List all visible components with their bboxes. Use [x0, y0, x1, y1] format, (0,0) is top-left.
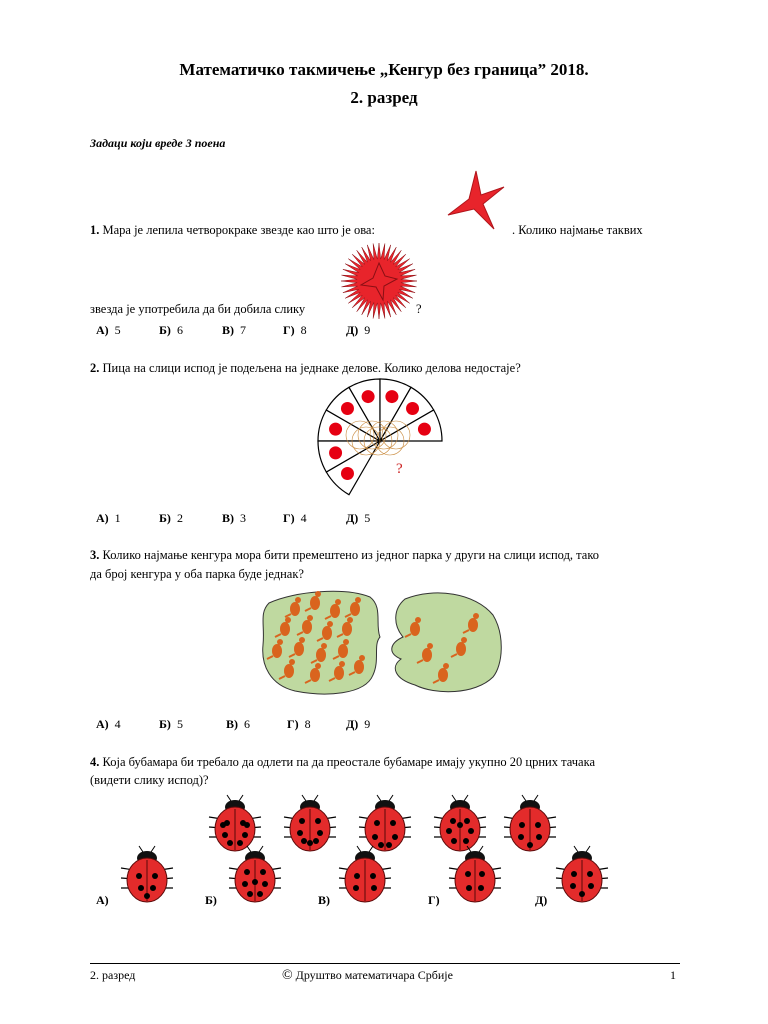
question-number: 4. — [90, 755, 100, 769]
pizza-topping — [329, 423, 342, 436]
pizza-topping — [406, 402, 419, 415]
footer-grade: 2. разред — [90, 968, 136, 982]
question-2 — [90, 359, 710, 378]
question-text-line2: да број кенгура у оба парка буде једнак? — [90, 567, 304, 581]
page-number: 1 — [670, 968, 676, 982]
pizza-topping — [341, 402, 354, 415]
option-d[interactable]: Д) — [535, 893, 548, 907]
starburst-image — [340, 242, 418, 320]
question-number: 2. — [90, 361, 100, 375]
option-d[interactable]: Д) 9 — [346, 323, 371, 337]
question-text-line2: звезда је употребила да би добила слику — [90, 302, 306, 316]
option-b[interactable]: Б) 5 — [159, 717, 183, 731]
option-a[interactable]: А) 5 — [96, 323, 121, 337]
option-g[interactable]: Г) — [428, 893, 440, 907]
option-v[interactable]: В) — [318, 893, 330, 907]
ladybug-icon — [339, 846, 391, 902]
option-b[interactable]: Б) — [205, 893, 217, 907]
ladybug-icon — [359, 795, 411, 851]
question-text-continued: . Колико најмање таквих — [512, 223, 643, 237]
question-mark: ? — [416, 302, 422, 316]
option-v[interactable]: В) 3 — [222, 511, 246, 525]
ladybug-icon — [121, 846, 173, 902]
pizza-topping — [418, 423, 431, 436]
question-4 — [90, 753, 730, 772]
ladybug-icon — [449, 846, 501, 902]
option-a[interactable]: А) — [96, 893, 109, 907]
ladybug-icon — [284, 795, 336, 851]
copyright-icon: © — [282, 968, 293, 983]
question-text: Мара је лепила четворокраке звезде као што је ова: — [102, 223, 375, 237]
option-v[interactable]: В) 7 — [222, 323, 246, 337]
option-b[interactable]: Б) 6 — [159, 323, 183, 337]
option-d[interactable]: Д) 5 — [346, 511, 371, 525]
pizza-topping — [329, 446, 342, 459]
pizza-topping — [385, 390, 398, 403]
pizza-image — [310, 385, 460, 505]
kangaroo-parks-image — [255, 585, 505, 705]
option-a[interactable]: А) 4 — [96, 717, 121, 731]
page-title: Математичко такмичење „Кенгур без граница” 2018. — [179, 60, 589, 79]
question-3 — [90, 546, 710, 565]
option-g[interactable]: Г) 8 — [287, 717, 311, 731]
missing-slices-mark: ? — [396, 461, 403, 477]
question-text: Која бубамара би требало да одлети па да преостале бубамаре имају укупно 20 црних тачака — [102, 755, 596, 769]
footer-rule — [90, 963, 680, 964]
option-g[interactable]: Г) 4 — [283, 511, 307, 525]
ladybug-icon — [504, 795, 556, 851]
pizza-topping — [362, 390, 375, 403]
option-b[interactable]: Б) 2 — [159, 511, 183, 525]
question-number: 3. — [90, 548, 100, 562]
pizza-topping — [341, 467, 354, 480]
grade-label: 2. разред — [350, 88, 418, 107]
option-g[interactable]: Г) 8 — [283, 323, 307, 337]
footer-publisher: © Друштво математичара Србије — [282, 968, 453, 983]
section-label: Задаци који вреде 3 поена — [90, 136, 226, 150]
question-text: Пица на слици испод је подељена на једнаке делове. Колико делова недостаје? — [102, 361, 521, 375]
option-d[interactable]: Д) 9 — [346, 717, 371, 731]
ladybug-icon — [229, 846, 281, 902]
option-a[interactable]: А) 1 — [96, 511, 121, 525]
ladybug-icon — [209, 795, 261, 851]
question-text: Колико најмање кенгура мора бити премештено из једног парка у други на слици испод, тако — [102, 548, 600, 562]
question-number: 1. — [90, 223, 100, 237]
question-text-line2: (видети слику испод)? — [90, 773, 209, 787]
ladybug-icon — [434, 795, 486, 851]
option-v[interactable]: В) 6 — [226, 717, 250, 731]
ladybug-icon — [556, 846, 608, 902]
